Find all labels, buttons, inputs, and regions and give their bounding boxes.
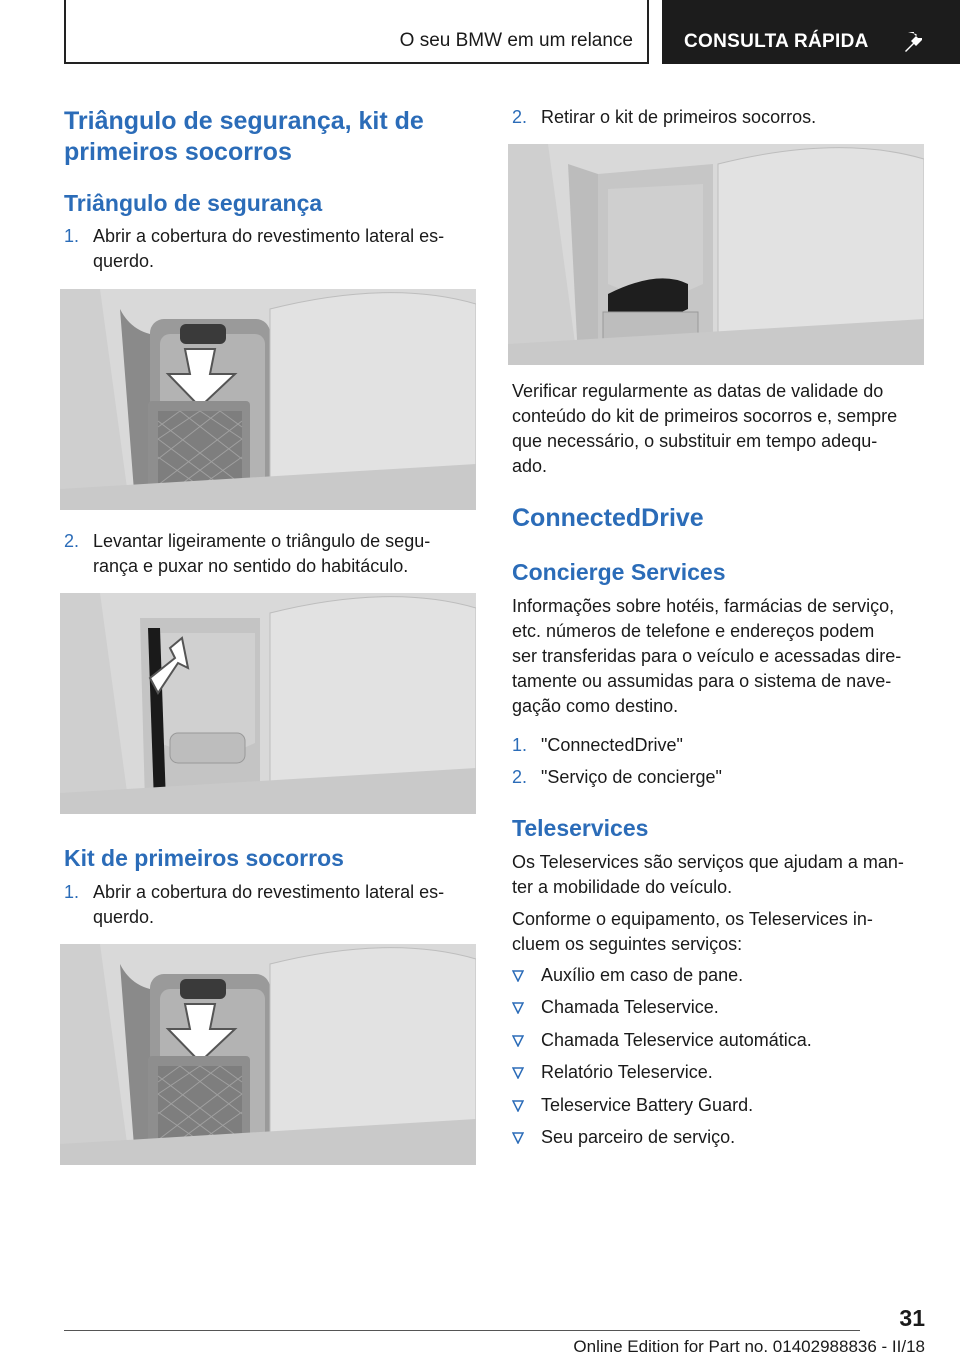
illustration-open-cover xyxy=(60,289,476,510)
step-item xyxy=(512,733,924,758)
header-chapter-tab[interactable] xyxy=(662,0,960,64)
text-line: etc. números de telefone e endereços podem xyxy=(512,621,875,641)
paragraph-concierge xyxy=(512,594,924,719)
triangle-bullet-icon xyxy=(512,1132,524,1144)
list-item-text: Relatório Teleservice. xyxy=(541,1062,713,1082)
text-line: Verificar regularmente as datas de validade do xyxy=(512,381,884,401)
list-item xyxy=(512,963,924,988)
text-line: tamente ou assumidas para o sistema de nave- xyxy=(512,671,892,691)
list-item-text: Chamada Teleservice. xyxy=(541,997,719,1017)
text-line: ado. xyxy=(512,456,548,476)
subheading-concierge-services: Concierge Services xyxy=(512,559,726,585)
step-item xyxy=(64,529,476,579)
list-item xyxy=(512,1028,924,1053)
text-line: ter a mobilidade do veículo. xyxy=(512,877,733,897)
triangle-bullet-icon xyxy=(512,1067,524,1079)
step-number: 1. xyxy=(64,226,80,246)
page-number: 31 xyxy=(899,1305,925,1331)
header-section-title: O seu BMW em um relance xyxy=(399,30,633,51)
text-line: conteúdo do kit de primeiros socorros e, sempre xyxy=(512,406,898,426)
text-line: Conforme o equipamento, os Teleservices in- xyxy=(512,909,873,929)
step-text-cont: querdo. xyxy=(93,251,155,271)
footer-divider xyxy=(64,1330,860,1331)
paragraph-teleservices-equipment xyxy=(512,907,924,957)
step-item xyxy=(512,105,924,130)
illustration-open-cover-kit xyxy=(60,944,476,1165)
step-number: 2. xyxy=(64,531,80,551)
paragraph-teleservices-intro xyxy=(512,850,924,900)
page-title-line-1: Triângulo de segurança, kit de xyxy=(64,107,424,135)
text-line: que necessário, o substituir em tempo adequ- xyxy=(512,431,878,451)
list-item-text: Teleservice Battery Guard. xyxy=(541,1095,754,1115)
step-text: "ConnectedDrive" xyxy=(541,735,683,755)
step-text: Retirar o kit de primeiros socorros. xyxy=(541,107,817,127)
list-item-text: Auxílio em caso de pane. xyxy=(541,965,744,985)
step-item xyxy=(64,880,476,930)
list-item xyxy=(512,1125,924,1150)
step-text: Abrir a cobertura do revestimento lateral es- xyxy=(93,226,445,246)
text-line: gação como destino. xyxy=(512,696,679,716)
step-number: 1. xyxy=(512,735,528,755)
triangle-bullet-icon xyxy=(512,1100,524,1112)
step-text-cont: querdo. xyxy=(93,907,155,927)
heading-connected-drive: ConnectedDrive xyxy=(512,504,704,532)
triangle-bullet-icon xyxy=(512,970,524,982)
list-item xyxy=(512,1060,924,1085)
header-section-box xyxy=(64,0,649,64)
triangle-bullet-icon xyxy=(512,1035,524,1047)
text-line: Os Teleservices são serviços que ajudam a man- xyxy=(512,852,904,872)
illustration-pull-triangle xyxy=(60,593,476,814)
header-chapter-title: CONSULTA RÁPIDA xyxy=(684,31,869,52)
subheading-first-aid-kit: Kit de primeiros socorros xyxy=(64,845,344,871)
paragraph-check-dates xyxy=(512,379,924,479)
step-item xyxy=(512,765,924,790)
step-number: 2. xyxy=(512,767,528,787)
subheading-teleservices: Teleservices xyxy=(512,815,649,841)
step-text-cont: rança e puxar no sentido do habitáculo. xyxy=(93,556,409,576)
illustration-remove-kit xyxy=(508,144,924,365)
step-item xyxy=(64,224,476,274)
text-line: ser transferidas para o veículo e acessadas dire- xyxy=(512,646,902,666)
page-title-line-2: primeiros socorros xyxy=(64,138,292,166)
step-text: Levantar ligeiramente o triângulo de segu- xyxy=(93,531,431,551)
step-number: 1. xyxy=(64,882,80,902)
step-number: 2. xyxy=(512,107,528,127)
pin-icon xyxy=(902,28,928,54)
list-item xyxy=(512,995,924,1020)
triangle-bullet-icon xyxy=(512,1002,524,1014)
text-line: Informações sobre hotéis, farmácias de serviço, xyxy=(512,596,895,616)
list-item-text: Chamada Teleservice automática. xyxy=(541,1030,812,1050)
text-line: cluem os seguintes serviços: xyxy=(512,934,743,954)
list-item xyxy=(512,1093,924,1118)
footer-edition: Online Edition for Part no. 01402988836 - II/18 xyxy=(573,1337,925,1356)
step-text: "Serviço de concierge" xyxy=(541,767,722,787)
subheading-safety-triangle: Triângulo de segurança xyxy=(64,190,323,216)
step-text: Abrir a cobertura do revestimento lateral es- xyxy=(93,882,445,902)
list-item-text: Seu parceiro de serviço. xyxy=(541,1127,736,1147)
